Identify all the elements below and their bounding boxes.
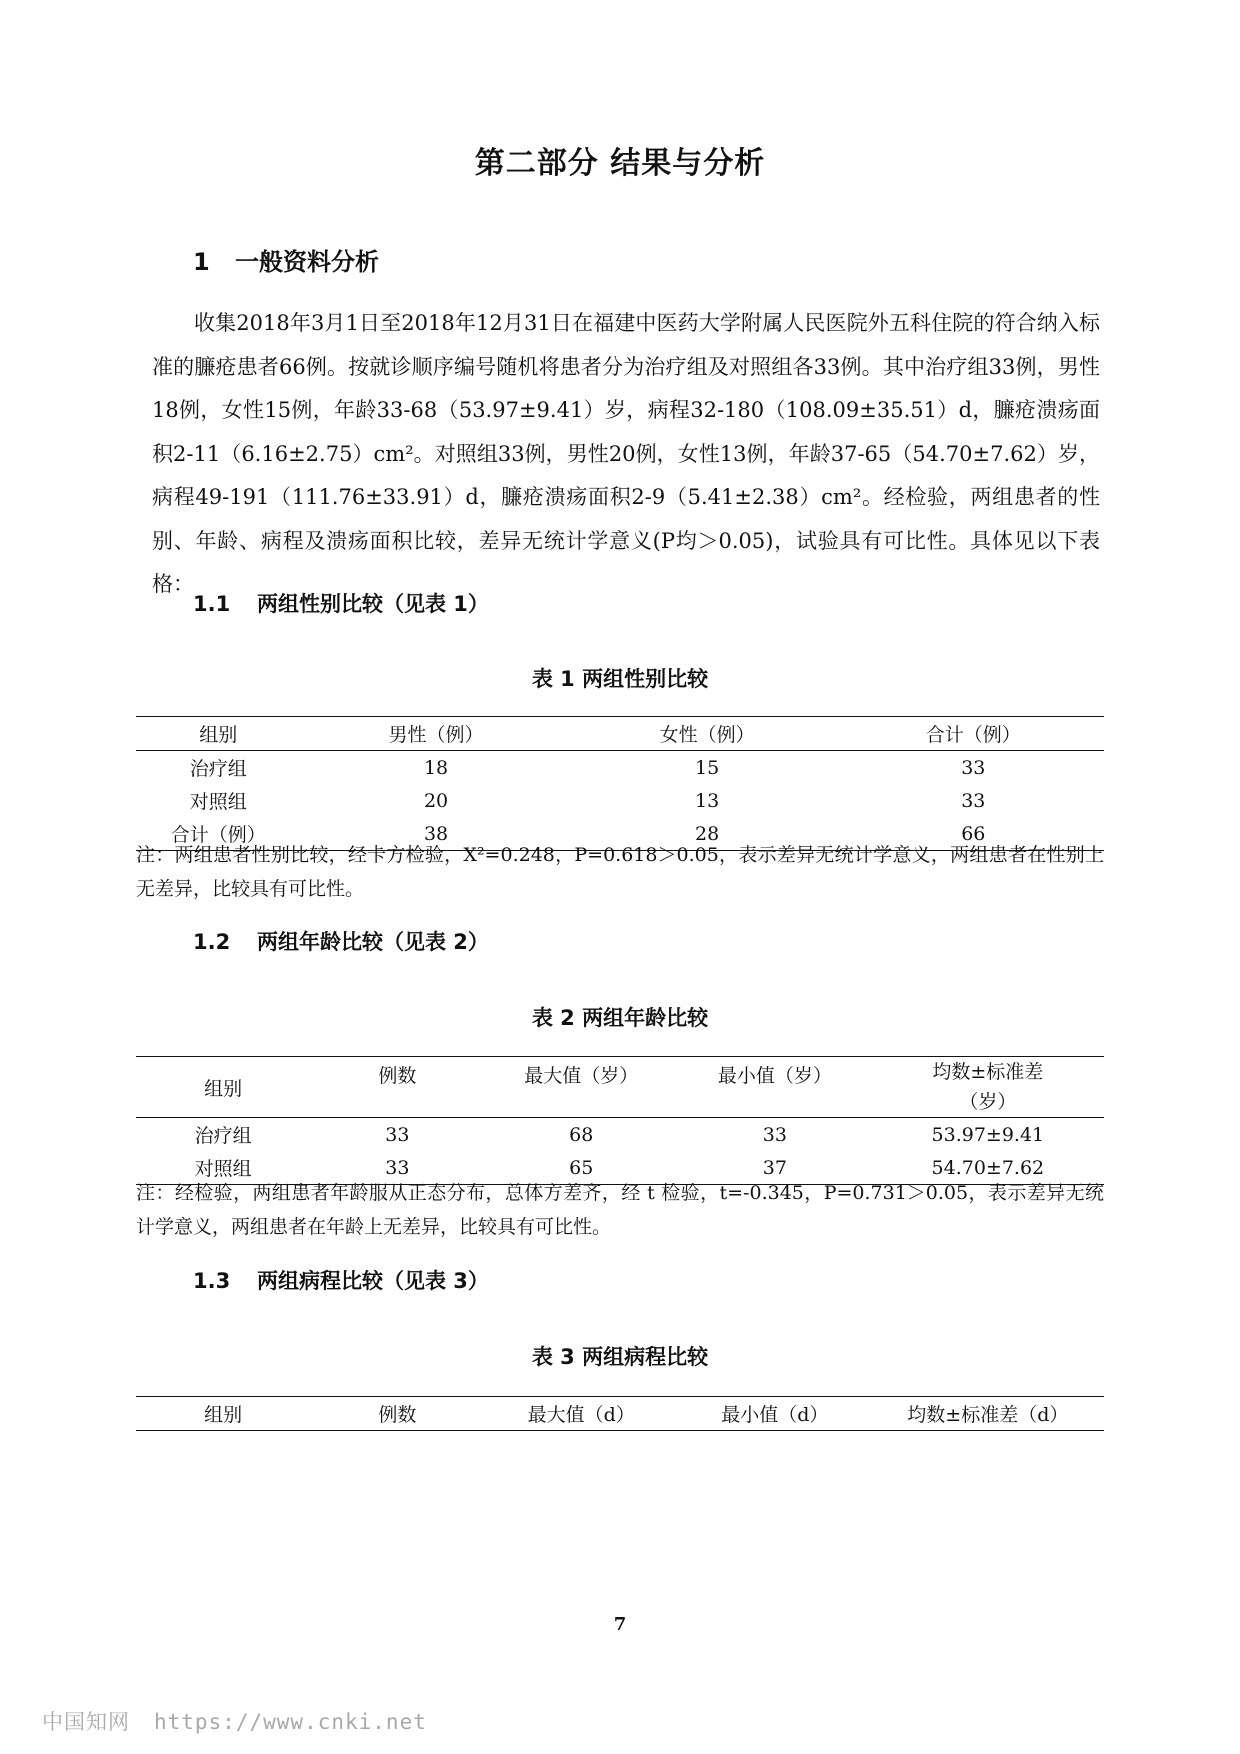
table-2 (136, 1056, 1104, 1185)
section-heading (193, 242, 379, 277)
section-number: 1 (193, 248, 210, 276)
footer-site-name: 中国知网 (42, 1710, 130, 1734)
subsection-heading-1-2 (193, 926, 489, 956)
page-number: 7 (613, 1614, 627, 1635)
table-header-cell: 组别 (136, 1057, 310, 1118)
table-cell: 28 (572, 817, 843, 851)
table-cell: 33 (385, 1123, 410, 1146)
table-header-cell: 组别 (136, 1397, 310, 1431)
footer-watermark (42, 1706, 451, 1736)
table-header-cell: 男性（例） (301, 717, 572, 751)
table-header-row (136, 1057, 1104, 1118)
body-paragraph: 收集2018年3月1日至2018年12月31日在福建中医药大学附属人民医院外五科住院的符合纳入标准的臁疮患者66例。按就诊顺序编号随机将患者分为治疗组及对照组各33例。其中治疗组33例，男性18例，女性15例，年龄33-68（53.97±9.41）岁，病程32-180（108.09±35.51）d，臁疮溃疡面积2-11（6.16±2.75）cm²。对照组33例，男性20例，女性13例，年龄37-65（54.70±7.62）岁，病程49-191（111.76±33.91）d，臁疮溃疡面积2-9（5.41±2.38）cm²。经检验，两组患者的性别、年龄、病程及溃疡面积比较，差异无统计学意义(P均＞0.05)，试验具有可比性。具体见以下表格： (152, 311, 1100, 596)
table-cell: 54.70±7.62 (872, 1151, 1104, 1185)
subsection-heading-1-1 (193, 588, 489, 618)
table-3-caption: 表 3 两组病程比较 (531, 1345, 709, 1369)
subsection-label: 两组年龄比较（见表 2） (257, 930, 489, 954)
table-cell: 合计（例） (136, 817, 301, 851)
table-header-cell: 组别 (136, 717, 301, 751)
table-header-row (136, 717, 1104, 751)
table-1-note: 注：两组患者性别比较，经卡方检验，X²=0.248，P=0.618＞0.05，表示差异无统计学意义，两组患者在性别上无差异，比较具有可比性。 (136, 844, 1104, 900)
table-cell: 对照组 (189, 791, 247, 813)
subsection-label: 两组病程比较（见表 3） (257, 1269, 489, 1293)
table-cell: 66 (843, 817, 1104, 851)
table-cell: 33 (310, 1151, 484, 1185)
table-cell: 18 (423, 756, 449, 779)
table-cell: 治疗组 (189, 758, 247, 780)
table-cell: 治疗组 (194, 1125, 252, 1147)
table-header-cell: 最大值（岁） (484, 1057, 678, 1118)
table-row (136, 751, 1104, 785)
table-cell: 37 (678, 1151, 872, 1185)
table-cell: 33 (762, 1123, 787, 1146)
table-header-row (136, 1397, 1104, 1431)
subsection-label: 两组性别比较（见表 1） (257, 592, 489, 616)
table-1-caption: 表 1 两组性别比较 (531, 667, 709, 691)
table-header-cell: 均数±标准差 （岁） (872, 1057, 1104, 1118)
table-header-cell: 例数 (310, 1397, 484, 1431)
table-cell: 15 (695, 756, 720, 779)
table-cell: 33 (961, 756, 986, 779)
section-label: 一般资料分析 (235, 248, 379, 276)
table-header-cell: 例数 (310, 1057, 484, 1118)
table-cell: 38 (301, 817, 572, 851)
table-cell: 68 (569, 1123, 594, 1146)
table-2-note: 注：经检验，两组患者年龄服从正态分布，总体方差齐，经 t 检验，t=-0.345，P=0.731＞0.05，表示差异无统计学意义，两组患者在年龄上无差异，比较具有可比性。 (136, 1182, 1104, 1238)
subsection-number: 1.3 (193, 1269, 231, 1293)
table-header-cell: 均数±标准差（d） (872, 1397, 1104, 1431)
table-cell: 13 (695, 789, 720, 812)
table-3 (136, 1396, 1104, 1431)
table-cell: 53.97±9.41 (931, 1123, 1045, 1146)
table-cell: 65 (484, 1151, 678, 1185)
subsection-number: 1.2 (193, 930, 231, 954)
table-header-cell: 最小值（d） (678, 1397, 872, 1431)
footer-url: https://www.cnki.net (154, 1710, 427, 1734)
table-1 (136, 716, 1104, 851)
table-cell: 20 (423, 789, 449, 812)
table-cell: 33 (961, 789, 986, 812)
page-title: 第二部分 结果与分析 (474, 146, 766, 181)
table-row (136, 1118, 1104, 1152)
table-header-cell: 合计（例） (843, 717, 1104, 751)
table-2-caption: 表 2 两组年龄比较 (531, 1006, 709, 1030)
table-cell: 对照组 (136, 1151, 310, 1185)
table-header-cell: 最大值（d） (484, 1397, 678, 1431)
table-row (136, 784, 1104, 817)
table-header-cell: 女性（例） (572, 717, 843, 751)
subsection-number: 1.1 (193, 592, 231, 616)
subsection-heading-1-3 (193, 1265, 489, 1295)
table-header-cell: 最小值（岁） (678, 1057, 872, 1118)
